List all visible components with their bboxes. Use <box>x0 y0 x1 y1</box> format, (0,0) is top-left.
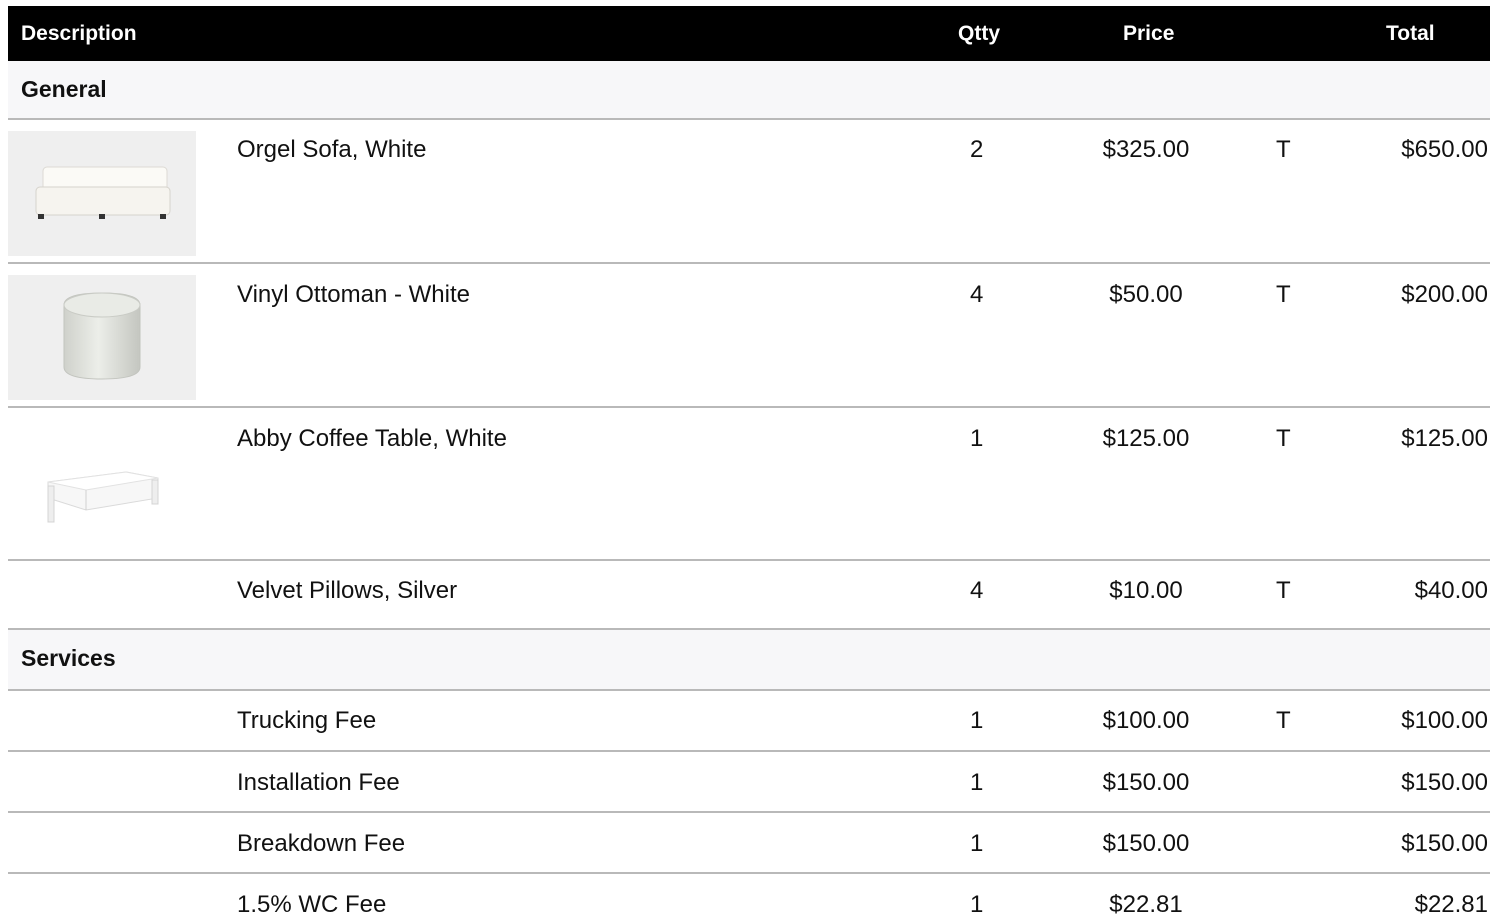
column-header-qtty: Qtty <box>958 22 1000 45</box>
line-items-table <box>8 6 1490 918</box>
section-title: General <box>21 76 107 102</box>
item-description: Abby Coffee Table, White <box>237 425 507 452</box>
table-row <box>8 408 1490 561</box>
item-tax: T <box>1276 577 1291 604</box>
table-row <box>8 813 1490 874</box>
table-row <box>8 874 1490 918</box>
item-total: $150.00 <box>1401 769 1488 796</box>
item-qty: 1 <box>970 769 984 796</box>
item-description: Installation Fee <box>237 769 400 796</box>
sofa-image <box>8 131 196 256</box>
column-header-price: Price <box>1123 22 1175 45</box>
item-description: Trucking Fee <box>237 707 377 734</box>
item-price: $125.00 <box>1102 425 1190 452</box>
item-total: $125.00 <box>1401 425 1488 452</box>
table-row <box>8 120 1490 264</box>
item-qty: 1 <box>970 830 984 857</box>
section-header-general <box>8 61 1490 120</box>
item-price: $50.00 <box>1109 281 1183 308</box>
item-total: $650.00 <box>1401 136 1488 163</box>
item-price: $100.00 <box>1102 707 1190 734</box>
item-description: Orgel Sofa, White <box>237 136 427 163</box>
item-tax: T <box>1276 281 1291 308</box>
table-row <box>8 691 1490 752</box>
item-price: $325.00 <box>1102 136 1190 163</box>
column-header-total: Total <box>1386 22 1435 45</box>
item-price: $10.00 <box>1109 577 1183 604</box>
item-total: $22.81 <box>1414 891 1488 918</box>
item-price: $150.00 <box>1102 769 1190 796</box>
item-qty: 4 <box>970 577 984 604</box>
item-tax: T <box>1276 425 1291 452</box>
item-price: $22.81 <box>1109 891 1183 918</box>
item-qty: 4 <box>970 281 984 308</box>
item-total: $150.00 <box>1401 830 1488 857</box>
table-row <box>8 752 1490 813</box>
item-total: $100.00 <box>1401 707 1488 734</box>
item-total: $200.00 <box>1401 281 1488 308</box>
ottoman-image <box>8 275 196 400</box>
table-header <box>8 6 1490 61</box>
item-description: 1.5% WC Fee <box>237 891 387 918</box>
item-description: Vinyl Ottoman - White <box>237 281 470 308</box>
item-qty: 1 <box>970 707 984 734</box>
table-row <box>8 561 1490 630</box>
column-header-description: Description <box>21 22 137 45</box>
table-row <box>8 264 1490 408</box>
item-qty: 1 <box>970 891 984 918</box>
item-qty: 1 <box>970 425 984 452</box>
item-description: Breakdown Fee <box>237 830 406 857</box>
item-tax: T <box>1276 707 1291 734</box>
section-header-services <box>8 630 1490 691</box>
item-description: Velvet Pillows, Silver <box>237 577 458 604</box>
coffee-table-image <box>8 420 196 545</box>
item-qty: 2 <box>970 136 984 163</box>
item-tax: T <box>1276 136 1291 163</box>
item-total: $40.00 <box>1414 577 1488 604</box>
section-title: Services <box>21 645 116 671</box>
item-price: $150.00 <box>1102 830 1190 857</box>
